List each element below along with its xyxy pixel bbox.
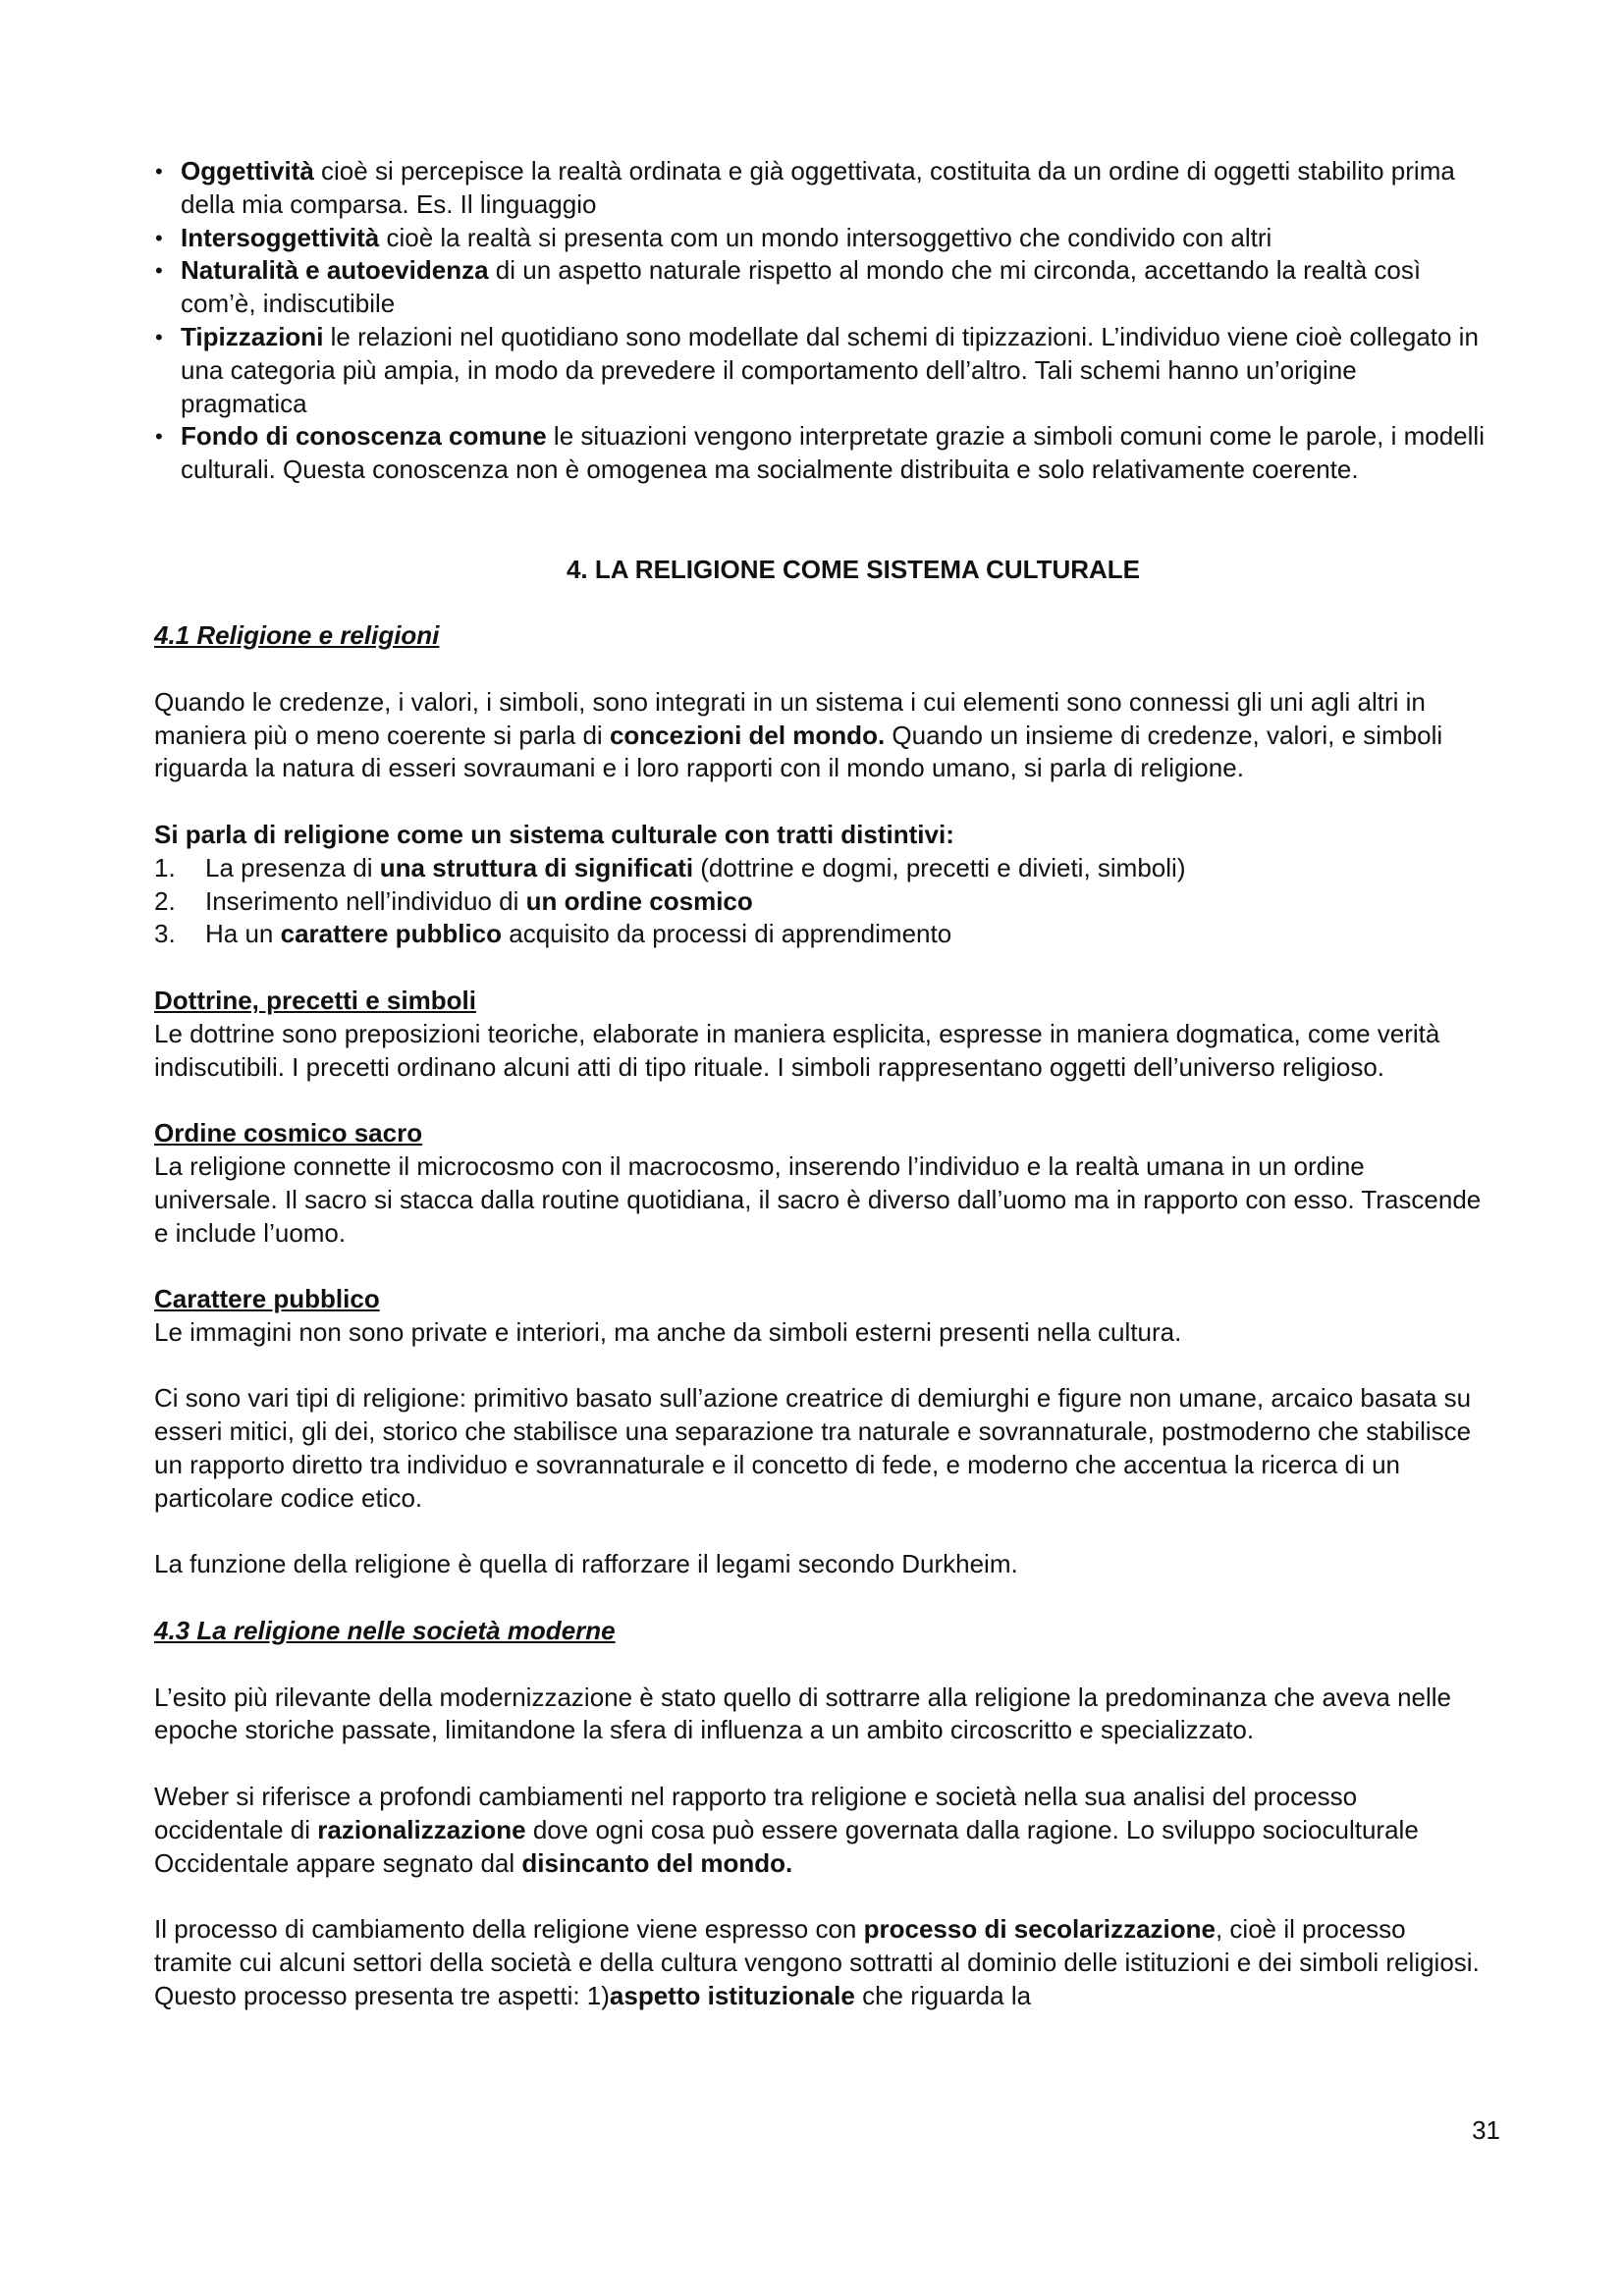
list-item: 2. Inserimento nell’individuo di un ordine cosmico <box>154 885 753 916</box>
paragraph: La funzione della religione è quella di rafforzare il legami secondo Durkheim. <box>154 1549 1018 1579</box>
paragraph: Ci sono vari tipi di religione: primitivo basato sull’azione creatrice di demiurghi e figure non umane, arcaico basata su esseri mitici, gli dei, storico che stabilisce una separazione tra naturale e sovrannaturale, postmoderno che stabilisce un rapporto diretto tra individuo e sovrannaturale e il concetto di fede, e moderno che accentua la ricerca di un particolare codice etico. <box>154 1383 1472 1513</box>
list-item: 3. Ha un carattere pubblico acquisito da processi di apprendimento <box>154 919 952 949</box>
section-heading-4-3: 4.3 La religione nelle società moderne <box>154 1616 616 1646</box>
page-number: 31 <box>1472 2115 1500 2145</box>
subheading-carattere-pubblico: Carattere pubblico <box>154 1284 380 1314</box>
list-item: 1. La presenza di una struttura di significati (dottrine e dogmi, precetti e divieti, simboli) <box>154 852 1186 882</box>
list-item: • Tipizzazioni le relazioni nel quotidiano sono modellate dal schemi di tipizzazioni. L’individuo viene cioè collegato in una categoria più ampia, in modo da prevedere il comportamento dell’altro. Tali schemi hanno un’origine pragmatica <box>154 321 1489 420</box>
paragraph: L’esito più rilevante della modernizzazione è stato quello di sottrarre alla religione la predominanza che aveva nelle epoche storiche passate, limitandone la sfera di influenza a un ambito circoscritto e specializzato. <box>154 1682 1452 1745</box>
page-content <box>154 155 1489 2013</box>
paragraph: Le dottrine sono preposizioni teoriche, elaborate in maniera esplicita, espresse in maniera dogmatica, come verità indiscutibili. I precetti ordinano alcuni atti di tipo rituale. I simboli rappresentano oggetti dell’universo religioso. <box>154 1018 1440 1082</box>
list-item: • Oggettività cioè si percepisce la realtà ordinata e già oggettivata, costituita da un ordine di oggetti stabilito prima della mia comparsa. Es. Il linguaggio <box>154 155 1489 222</box>
section-heading-4-1: 4.1 Religione e religioni <box>154 620 440 651</box>
paragraph: La religione connette il microcosmo con il macrocosmo, inserendo l’individuo e la realtà umana in un ordine universale. Il sacro si stacca dalla routine quotidiana, il sacro è diverso dall’uomo ma in rapporto con esso. Trascende e include l’uomo. <box>154 1150 1482 1248</box>
paragraph: Weber si riferisce a profondi cambiamenti nel rapporto tra religione e società nella sua analisi del processo occidentale di razionalizzazione dove ogni cosa può essere governata dalla ragione. Lo sviluppo socioculturale Occidentale appare segnato dal disincanto del mondo. <box>154 1782 1419 1878</box>
list-item: • Naturalità e autoevidenza di un aspetto naturale rispetto al mondo che mi circonda, accettando la realtà così com’è, indiscutibile <box>154 254 1489 321</box>
paragraph: Le immagini non sono private e interiori, ma anche da simboli esterni presenti nella cultura. <box>154 1316 1182 1347</box>
chapter-title: 4. LA RELIGIONE COME SISTEMA CULTURALE <box>566 554 1141 584</box>
paragraph: Il processo di cambiamento della religione viene espresso con processo di secolarizzazione, cioè il processo tramite cui alcuni settori della società e della cultura vengono sottratti al dominio delle istituzioni e dei simboli religiosi. Questo processo presenta tre aspetti: 1)aspetto istituzionale che riguarda la <box>154 1914 1480 2010</box>
traits-list <box>154 852 1489 951</box>
subheading-ordine-cosmico: Ordine cosmico sacro <box>154 1118 423 1148</box>
characteristics-list <box>154 155 1489 487</box>
list-item: • Intersoggettività cioè la realtà si presenta com un mondo intersoggettivo che condivido con altri <box>154 222 1489 255</box>
list-item: • Fondo di conoscenza comune le situazioni vengono interpretate grazie a simboli comuni come le parole, i modelli culturali. Questa conoscenza non è omogenea ma socialmente distribuita e solo relativamente coerente. <box>154 420 1489 487</box>
list-intro: Si parla di religione come un sistema culturale con tratti distintivi: <box>154 819 954 849</box>
paragraph: Quando le credenze, i valori, i simboli, sono integrati in un sistema i cui elementi sono connessi gli uni agli altri in maniera più o meno coerente si parla di concezioni del mondo. Quando un insieme di credenze, valori, e simboli riguarda la natura di esseri sovraumani e i loro rapporti con il mondo umano, si parla di religione. <box>154 686 1443 783</box>
subheading-dottrine: Dottrine, precetti e simboli <box>154 985 476 1015</box>
